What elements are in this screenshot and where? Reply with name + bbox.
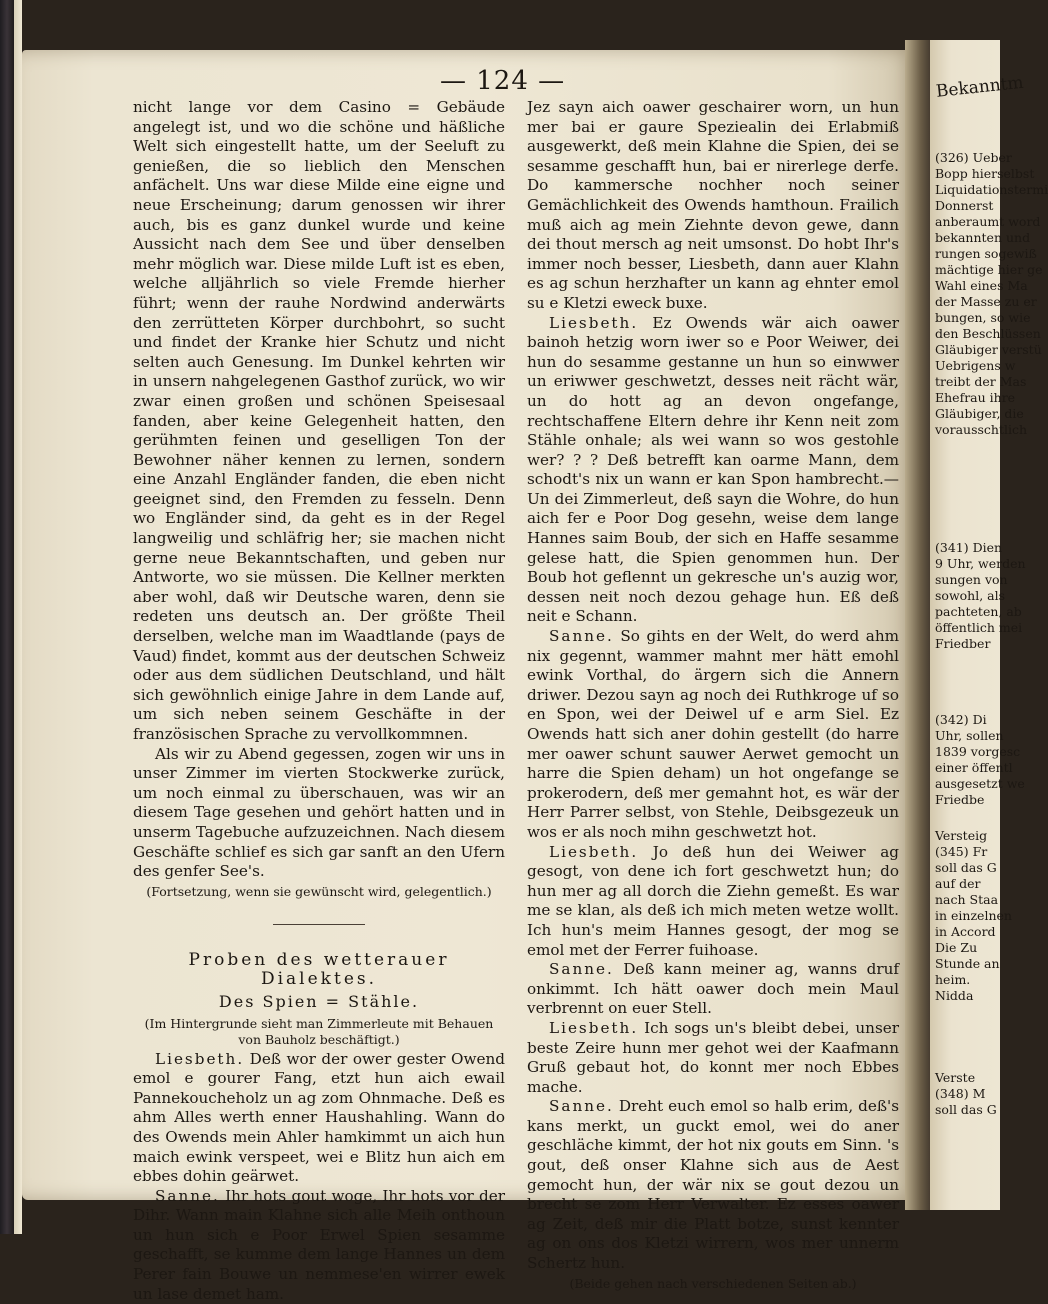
- facing-page-line: 1839 vorgesc: [935, 744, 1021, 759]
- facing-page-block: [935, 712, 1025, 808]
- dialogue-text: Ez Owends wär aich oawer bainoh hetzig worn iwer so e Poor Weiwer, dei hun do sesamme gestanne un hun so einwwer un eriwwer geschwetzt, desses neit rächt wär, un do hott ag an devon ongefange, rechtschaffene Eltern dehre ihr Kenn neit zom Stähle onhale; als wei wann so wos gestohle wer? ? ? Deß betrefft kan oarme Mann, dem schodt's nix un wann er kan Spon hambrecht.—Un dei Zimmerleut, deß sayn die Wohre, do hun aich fer e Poor Dog gesehn, weise dem lange Hannes saim Boub, der sich en Haffe sesamme gelese hatt, die Spien genommen hun. Der Boub hot geflennt un gekresche un's auzig wor, dessen neit noch dezou gehage hun. Eß deß neit e Schann.: [527, 313, 899, 626]
- dialogue-line: [527, 314, 899, 628]
- facing-page-line: soll das G: [935, 860, 997, 875]
- facing-page-line: Gläubiger, die: [935, 406, 1024, 421]
- facing-page-line: Donnerst: [935, 198, 994, 213]
- speaker-name: Sanne.: [549, 960, 614, 979]
- facing-page-line: ausgesetzt we: [935, 776, 1025, 791]
- facing-page-line: Uhr, sollen: [935, 728, 1004, 743]
- facing-page-line: bungen, so wie: [935, 310, 1031, 325]
- paragraph: Jez sayn aich oawer geschairer worn, un hun mer bai er gaure Speziealin dei Erlabmiß ausgewerkt, deß mein Klahne die Spien, dei se sesamme geschafft hun, bai er nirerlege derfe. Do kammersche nochher noch seiner Gemächlichkeit des Owends hamthoun. Frailich muß aich ag mein Ziehnte devon gewe, dann dei thout mersch ag neit umsonst. Do hobt Ihr's immer noch besser, Liesbeth, dann auer Klahn es ag schun herzhafter un kann ag ehnter emol su e Kletzi eweck buxe.: [527, 98, 899, 312]
- facing-page-line: mächtige hier ge: [935, 262, 1043, 277]
- speaker-name: Sanne.: [549, 627, 614, 646]
- section-title: Proben des wetterauer Dialektes.: [188, 949, 450, 990]
- facing-page-line: der Masse zu er: [935, 294, 1037, 309]
- facing-page-line: vorausschtlich: [935, 422, 1028, 437]
- page-number: — 124 —: [440, 66, 566, 96]
- facing-page-line: Wahl eines Ma: [935, 278, 1028, 293]
- facing-page-block: [935, 150, 1048, 438]
- left-column: [133, 98, 505, 1304]
- dialogue-line: [527, 1019, 899, 1097]
- section-subtitle: Des Spien = Stähle.: [218, 991, 420, 1011]
- speaker-name: Liesbeth.: [549, 1018, 639, 1037]
- facing-page-line: treibt der Mas: [935, 374, 1027, 389]
- facing-page-block: [935, 540, 1026, 652]
- facing-page-line: Stunde an: [935, 956, 1000, 971]
- dialogue-line: [527, 627, 899, 843]
- page-edges: [14, 0, 22, 1234]
- facing-page-line: sungen von: [935, 572, 1008, 587]
- dialogue-line: [527, 960, 899, 1019]
- facing-page-line: einer öffentl: [935, 760, 1013, 775]
- closing-stage-direction: (Beide gehen nach verschiedenen Seiten ab.): [569, 1275, 857, 1291]
- speaker-name: Sanne.: [155, 1186, 220, 1205]
- facing-page-line: anberaumt word: [935, 214, 1041, 229]
- facing-page-line: (342) Di: [935, 712, 987, 727]
- facing-page-line: den Beschlüssen: [935, 326, 1041, 341]
- dialogue-text: Ihr hots gout woge, Ihr hots vor der Dihr. Wann main Klahne sich alle Meih onthoun un hun sich e Poor Erwel Spien sesamme geschafft, se kumme dem lange Hannes un dem Perer fain Bouwe un nemmese'en wirrer ewek un lase demet ham.: [133, 1186, 506, 1303]
- facing-page-line: rungen sogewiß: [935, 246, 1037, 261]
- dialogue-text: So gihts en der Welt, do werd ahm nix gegennt, wammer mahnt mer hätt emohl ewink Vorthal, do ärgern sich die Annern driwer. Dezou sayn ag noch dei Ruthkroge uf so en Spon, wei der Deiwel uf e arm Siel. Ez Owends hatt sich aner dohin gestellt (do harre mer oawer schunt sauwer Aerwet gemocht un harre die Spien deham) un hot ongefange se prokerodern, deß mer gemahnt hot, es wär der Herr Parrer selbst, von Stehle, Deibsgezeuk un wos er als noch mihn geschwetzt hot.: [527, 627, 900, 841]
- dialogue-text: Deß kann meiner ag, wanns druf onkimmt. Ich hätt oawer doch mein Maul verbrennt on euer Stell.: [527, 960, 899, 1018]
- facing-page-line: Liquidationstermi: [935, 182, 1048, 197]
- dialogue-text: Deß wor der ower gester Owend emol e gourer Fang, etzt hun aich ewail Pannekoucheholz un ag zom Ohnmache. Deß es ahm Alles werth enner Haushahling. Wann do des Owends mein Ahler hamkimmt un aich hun maich ewink verspeet, wei e Blitz hun aich em ebbes dohin geärwet.: [133, 1049, 505, 1186]
- dialogue-text: Ich sogs un's bleibt debei, unser beste Zeire hunn mer gehot wei der Kaafmann Gruß gebaut hot, do konnt mer noch Ebbes mache.: [527, 1018, 899, 1096]
- facing-page-line: (348) M: [935, 1086, 986, 1101]
- dialogue-line: [133, 1187, 505, 1304]
- facing-page-line: Uebrigens w: [935, 358, 1016, 373]
- paragraph: Als wir zu Abend gegessen, zogen wir uns in unser Zimmer im vierten Stockwerke zurück, um noch einmal zu überschauen, was wir an diesem Tage gesehen und gehört hatten und in unserm Tagebuche aufzuzeichnen. Nach diesem Geschäfte schlief es sich gar sanft an den Ufern des genfer See's.: [133, 744, 505, 881]
- facing-page-heading: Bekanntm: [935, 72, 1025, 102]
- facing-page-line: Die Zu: [935, 940, 978, 955]
- speaker-name: Liesbeth.: [549, 842, 639, 861]
- stage-direction: (Im Hintergrunde sieht man Zimmerleute mit Behauen von Bauholz beschäftigt.): [144, 1015, 494, 1047]
- facing-page-line: Bopp hierselbst: [935, 166, 1035, 181]
- facing-page-line: (345) Fr: [935, 844, 988, 859]
- facing-page-line: Verste: [935, 1070, 976, 1085]
- facing-page-line: soll das G: [935, 1102, 997, 1117]
- facing-page-line: Friedbe: [935, 792, 985, 807]
- facing-page-block: [935, 828, 1012, 1004]
- facing-page-block: [935, 1070, 997, 1118]
- facing-page-line: (341) Dien: [935, 540, 1003, 555]
- right-column: [527, 98, 899, 1294]
- facing-page-line: Gläubiger verstü: [935, 342, 1042, 357]
- facing-page-line: 9 Uhr, werden: [935, 556, 1026, 571]
- speaker-name: Liesbeth.: [155, 1049, 245, 1068]
- speaker-name: Liesbeth.: [549, 313, 639, 332]
- facing-page-line: in einzelnen: [935, 908, 1012, 923]
- facing-page-line: heim.: [935, 972, 971, 987]
- facing-page-line: bekannten und: [935, 230, 1031, 245]
- facing-page-line: Versteig: [935, 828, 988, 843]
- facing-page-line: auf der: [935, 876, 981, 891]
- facing-page-line: öffentlich mei: [935, 620, 1023, 635]
- book-gutter: [905, 40, 933, 1210]
- facing-page-line: Nidda: [935, 988, 974, 1003]
- facing-page-line: Ehefrau ihre: [935, 390, 1016, 405]
- dialogue-text: Dreht euch emol so halb erim, deß's kans merkt, un guckt emol, wei do aner geschläche kimmt, der hot nix gouts em Sinn. 's gout, deß onser Klahne sich aus de Aest gemocht hun, der wär nix se gout dezou un brecht se zom Herr Verwalter. Ez esses oawer ag Zeit, deß mir die Platt botze, sunst kennter ag on ons dos Kletzi wirrern, wos mer unnerm Schertz hun.: [527, 1097, 899, 1273]
- paragraph: nicht lange vor dem Casino = Gebäude angelegt ist, und wo die schöne und häßliche Welt sich eingestellt hatte, um der Seeluft zu genießen, die so lieblich den Menschen anfächelt. Uns war diese Milde eine eigne und neue Erscheinung; darum genossen wir ihrer auch, bis es ganz dunkel wurde und keine Aussicht nach dem See und über denselben mehr möglich war. Diese milde Luft ist es eben, welche alljährlich so viele Fremde hierher führt; wenn der rauhe Nordwind anderwärts den zerrütteten Körper durchbohrt, so sucht und findet der Kranke hier Schutz und nicht selten auch Genesung. Im Dunkel kehrten wir in unsern nahgelegenen Gasthof zurück, wo wir zwar einen großen und schönen Speisesaal fanden, aber keine Gelegenheit hatten, den gerühmten feinen und geselligen Ton der Bewohner näher kennen zu lernen, sondern eine Anzahl Engländer fanden, die eben nicht geeignet sind, den Fremden zu fesseln. Denn wo Engländer sind, da geht es in der Regel langweilig und schläfrig her; sie machen nicht gerne neue Bekanntschaften, und geben nur Antworte, wo sie müssen. Die Kellner merkten aber wohl, daß wir Deutsche waren, denn sie redeten uns deutsch an. Der größte Theil derselben, welche man im Waadtlande (pays de Vaud) findet, kommt aus der deutschen Schweiz oder aus dem südlichen Deutschland, und hält sich gewöhnlich einige Jahre in dem Lande auf, um sich neben seinem Geschäfte in der französischen Sprache zu vervollkommnen.: [133, 98, 505, 743]
- facing-page-line: Friedber: [935, 636, 991, 651]
- facing-page-line: sowohl, als: [935, 588, 1006, 603]
- facing-page-line: nach Staa: [935, 892, 999, 907]
- dialogue-line: [527, 843, 899, 961]
- speaker-name: Sanne.: [549, 1097, 614, 1116]
- facing-page-line: (326) Ueber: [935, 150, 1012, 165]
- dialogue-line: [527, 1097, 899, 1273]
- facing-page-line: pachteten, ab: [935, 604, 1022, 619]
- book-cover-edge: [0, 0, 14, 1234]
- facing-page-line: in Accord: [935, 924, 996, 939]
- section-divider: [273, 924, 365, 925]
- dialogue-line: [133, 1050, 505, 1187]
- dialogue-text: Jo deß hun dei Weiwer ag gesogt, von dene ich fort geschwetzt hun; do hun mer ag all dorch die Ziehn gemeßt. Es war me se klan, als deß ich mich meten wetze wollt. Ich hun's meim Hannes gesogt, der mog se emol met der Ferrer fuihoase.: [527, 842, 899, 959]
- continuation-note: (Fortsetzung, wenn sie gewünscht wird, gelegentlich.): [146, 883, 492, 899]
